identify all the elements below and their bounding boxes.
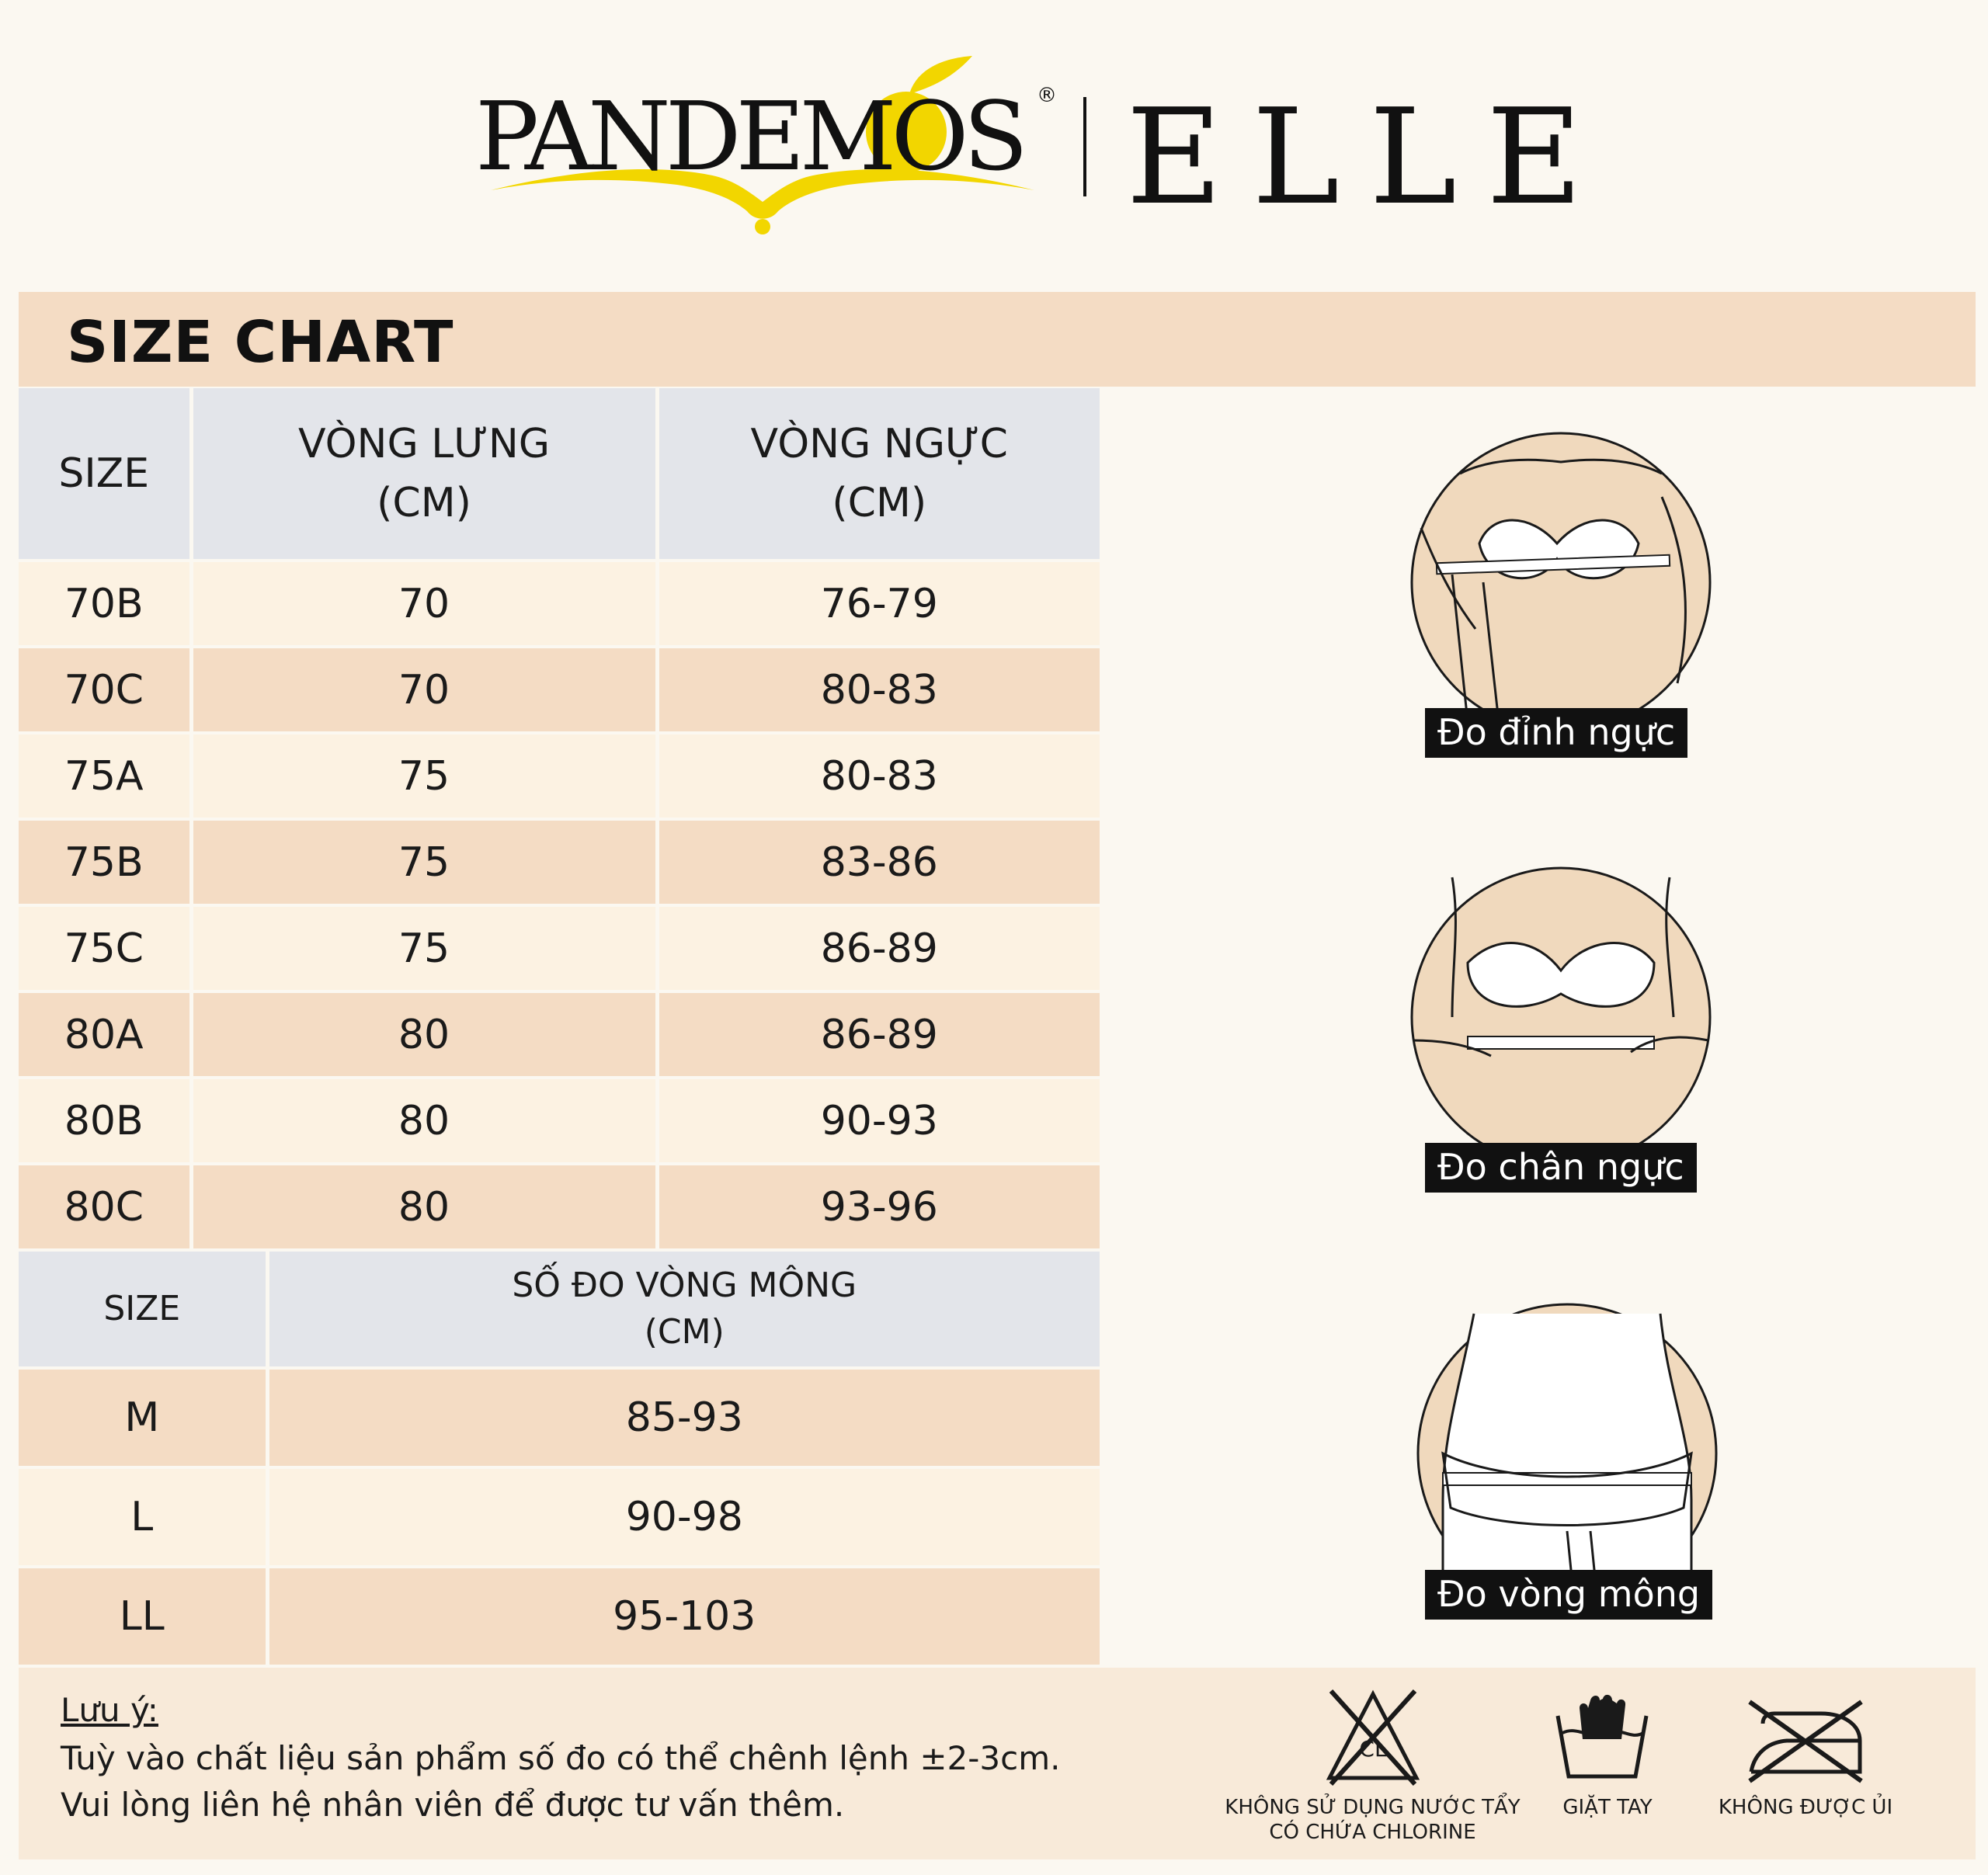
underbust-measure-illustration (1406, 862, 1716, 1172)
logo-divider (1083, 97, 1086, 196)
bust-cell: 86-89 (657, 991, 1100, 1078)
size-cell: 75A (19, 733, 191, 819)
table-row (19, 905, 1100, 991)
table-header-row (19, 1252, 1100, 1368)
hip-measure-illustration (1412, 1298, 1722, 1609)
table-row (19, 1368, 1100, 1467)
size-cell: L (19, 1467, 267, 1567)
care-label-no-iron: KHÔNG ĐƯỢC ỦI (1718, 1796, 1893, 1819)
caption-underbust: Đo chân ngực (1425, 1143, 1697, 1193)
table-row (19, 1078, 1100, 1164)
note-text: Vui lòng liên hệ nhân viên để được tư vấn thêm. (61, 1786, 845, 1824)
size-cell: LL (19, 1567, 267, 1666)
caption-hip: Đo vòng mông (1425, 1570, 1712, 1620)
bust-cell: 93-96 (657, 1164, 1100, 1250)
band-cell: 80 (191, 1164, 657, 1250)
size-cell: 80C (19, 1164, 191, 1250)
band-cell: 75 (191, 733, 657, 819)
band-cell: 70 (191, 647, 657, 733)
size-cell: 75C (19, 905, 191, 991)
bust-cell: 76-79 (657, 561, 1100, 647)
bust-cell: 86-89 (657, 905, 1100, 991)
bust-cell: 80-83 (657, 733, 1100, 819)
table-row (19, 1567, 1100, 1666)
registered-mark: ® (1037, 84, 1057, 107)
band-cell: 80 (191, 991, 657, 1078)
table-row (19, 1164, 1100, 1250)
size-cell: 70B (19, 561, 191, 647)
brand-name: PANDEMOS (475, 82, 1024, 192)
size-cell: 80B (19, 1078, 191, 1164)
bra-size-table (19, 388, 1100, 1252)
table-row (19, 991, 1100, 1078)
hip-cell: 90-98 (267, 1467, 1100, 1567)
size-cell: 75B (19, 819, 191, 905)
note-text: Tuỳ vào chất liệu sản phẩm số đo có thể chênh lệnh ±2-3cm. (61, 1739, 1061, 1777)
size-cell: M (19, 1368, 267, 1467)
column-header-bust: VÒNG NGỰC (CM) (657, 388, 1100, 561)
table-row (19, 561, 1100, 647)
band-cell: 70 (191, 561, 657, 647)
column-header-size: SIZE (19, 1252, 267, 1368)
table-row (19, 1467, 1100, 1567)
table-row (19, 733, 1100, 819)
svg-text:CL: CL (1359, 1736, 1387, 1762)
table-row (19, 819, 1100, 905)
bust-cell: 83-86 (657, 819, 1100, 905)
band-cell: 80 (191, 1078, 657, 1164)
column-header-size: SIZE (19, 388, 191, 561)
hip-cell: 95-103 (267, 1567, 1100, 1666)
column-header-band: VÒNG LƯNG (CM) (191, 388, 657, 561)
bust-cell: 80-83 (657, 647, 1100, 733)
hip-size-table (19, 1252, 1100, 1668)
bust-measure-illustration (1406, 427, 1716, 738)
care-label-no-chlorine: KHÔNG SỬ DỤNG NƯỚC TẨY CÓ CHỨA CHLORINE (1225, 1796, 1521, 1844)
column-header-hip: SỐ ĐO VÒNG MÔNG (CM) (267, 1252, 1100, 1368)
band-cell: 75 (191, 819, 657, 905)
no-chlorine-bleach-icon (1320, 1685, 1426, 1790)
hand-wash-icon (1552, 1685, 1653, 1786)
no-iron-icon (1743, 1694, 1868, 1787)
note-heading: Lưu ý: (61, 1691, 158, 1729)
table-header-row (19, 388, 1100, 561)
elle-logo: ELLE (1126, 81, 1612, 234)
band-cell: 75 (191, 905, 657, 991)
hip-cell: 85-93 (267, 1368, 1100, 1467)
page-title: SIZE CHART (67, 309, 454, 376)
size-cell: 70C (19, 647, 191, 733)
care-label-hand-wash: GIẶT TAY (1562, 1796, 1653, 1819)
caption-bust: Đo đỉnh ngực (1425, 708, 1687, 758)
table-row (19, 647, 1100, 733)
bust-cell: 90-93 (657, 1078, 1100, 1164)
size-cell: 80A (19, 991, 191, 1078)
